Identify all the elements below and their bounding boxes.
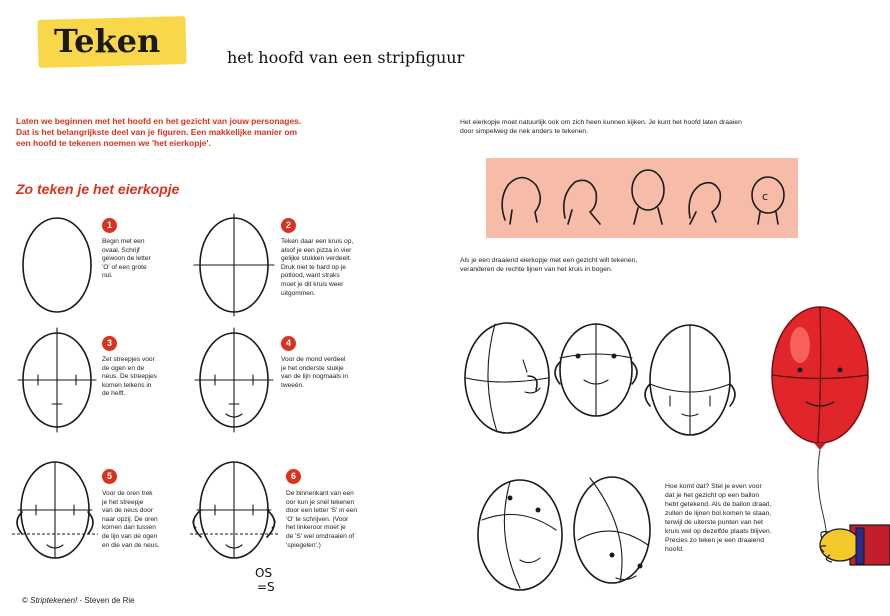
step-line: komen telkens in [102, 381, 152, 389]
intro-line: Laten we beginnen met het hoofd en het gezicht van jouw personages. [16, 116, 302, 126]
step-line: nul. [102, 272, 113, 280]
step4-egghead [195, 328, 273, 432]
step-line: alsof je een pizza in vier [281, 246, 352, 254]
paragraph-line: door simpelweg de nek anders te tekenen. [460, 128, 589, 135]
step-number-4: 4 [281, 336, 296, 351]
step-number-6: 6 [286, 469, 301, 484]
step5-egghead [12, 462, 98, 558]
paragraph-line: Hoe komt dat? Stel je even voor [665, 483, 762, 490]
step3-egghead [18, 328, 96, 432]
os-doodle-top: OS [255, 566, 273, 580]
step-line: de helft. [102, 390, 126, 398]
step-line: Voor de mond verdeel [281, 356, 346, 363]
book-title: Striptekenen! [30, 596, 78, 605]
intro-line: een hoofd te tekenen noemen we 'het eierkopje'. [16, 138, 211, 148]
rotating-head-4 [478, 480, 562, 590]
balloon-illustration [772, 307, 868, 540]
paragraph-line: terwijl de uiterste punten van het [665, 519, 763, 526]
page-subtitle: het hoofd van een stripfiguur [227, 48, 465, 67]
rotating-head-2 [555, 324, 637, 416]
rotating-head-5 [574, 477, 650, 583]
step2-egghead [194, 214, 274, 316]
step-line: gelijke stukken verdeelt. [281, 255, 352, 263]
step-line: de lijn van de ogen [102, 532, 158, 540]
step-number-3: 3 [102, 336, 117, 351]
paragraph-line: veranderen de rechte lijnen van het kruis in bogen. [460, 266, 613, 273]
step-number-5: 5 [102, 469, 117, 484]
step-line: potlood, want straks [281, 272, 340, 280]
step-line: Begin met een [102, 238, 145, 245]
step-line: van de lijn nogmaals in [281, 373, 349, 381]
page-title: Teken [53, 22, 161, 61]
rotating-head-1 [465, 323, 549, 433]
step-line: neus. De streepjes [102, 373, 157, 381]
svg-text:c: c [762, 190, 769, 203]
hand-illustration [820, 525, 890, 565]
intro-line: Dat is het belangrijkste deel van je figuren. Een makkelijke manier om [16, 127, 298, 137]
paragraph-line: kruis wel op dezelfde plaats blijven. [665, 528, 772, 535]
paragraph-line: Het eierkopje moet natuurlijk ook om zich heen kunnen kijken. Je kunt het hoofd laten draaien [460, 119, 742, 126]
step-line: Voor de oren trek [102, 490, 153, 497]
author-name: - Steven de Rie [77, 596, 135, 605]
step-line: de 'S' wel omdraaien of [286, 532, 355, 540]
step-line: je het streepje [102, 498, 144, 506]
step-number-2: 2 [281, 218, 296, 233]
step-line: moet je dit kruis weer [281, 280, 344, 288]
step-line: door een letter 'S' in een [286, 507, 358, 515]
paragraph-line: Precies zo teken je een draaiend [665, 537, 764, 544]
step-line: 'O' of een grote [102, 263, 147, 271]
step-line: naar opzij. De oren [102, 515, 158, 523]
step-line: 'spiegelen'.) [286, 541, 321, 549]
paragraph-line: hoofd. [665, 546, 684, 553]
step-line: tweeën. [281, 381, 305, 389]
step-line: 'O' te schrijven. (Voor [286, 515, 349, 523]
step-line: je het onderste stukje [281, 364, 344, 372]
section-heading: Zo teken je het eierkopje [16, 181, 180, 197]
step-line: de ogen en de [102, 364, 145, 372]
step-line: Teken daar een kruis op, [281, 238, 354, 245]
paragraph-line: zullen de lijnen bol komen te staan, [665, 510, 772, 517]
step-line: het linkeroor moet je [286, 524, 346, 532]
step-line: komen dan tussen [102, 524, 156, 532]
os-doodle-bottom: =S [257, 580, 275, 594]
step-line: en die van de neus. [102, 541, 160, 549]
paragraph-line: dat je het gezicht op een ballon [665, 492, 760, 499]
paragraph-line: hebt getekend. Als de ballon draait, [665, 501, 772, 508]
paragraph-line: Als je een draaiend eierkopje met een gezicht wilt tekenen, [460, 257, 638, 264]
step-line: Druk niet te hard op je [281, 263, 346, 271]
step1-oval [23, 218, 91, 312]
step-line: gewoon de letter [102, 255, 151, 263]
step-line: van de neus door [102, 507, 153, 515]
step-line: Zet streepjes voor [102, 356, 155, 363]
neck-heads-row [502, 170, 784, 224]
copyright-symbol: © [22, 596, 31, 605]
step6-egghead [190, 462, 278, 558]
step-line: ovaal. Schrijf [102, 246, 140, 254]
step-line: De binnenkant van een [286, 490, 354, 497]
step-line: uitgommen. [281, 289, 316, 297]
step-number-1: 1 [102, 218, 117, 233]
step-line: oor kun je snel tekenen [286, 498, 355, 506]
rotating-head-3 [645, 325, 735, 435]
